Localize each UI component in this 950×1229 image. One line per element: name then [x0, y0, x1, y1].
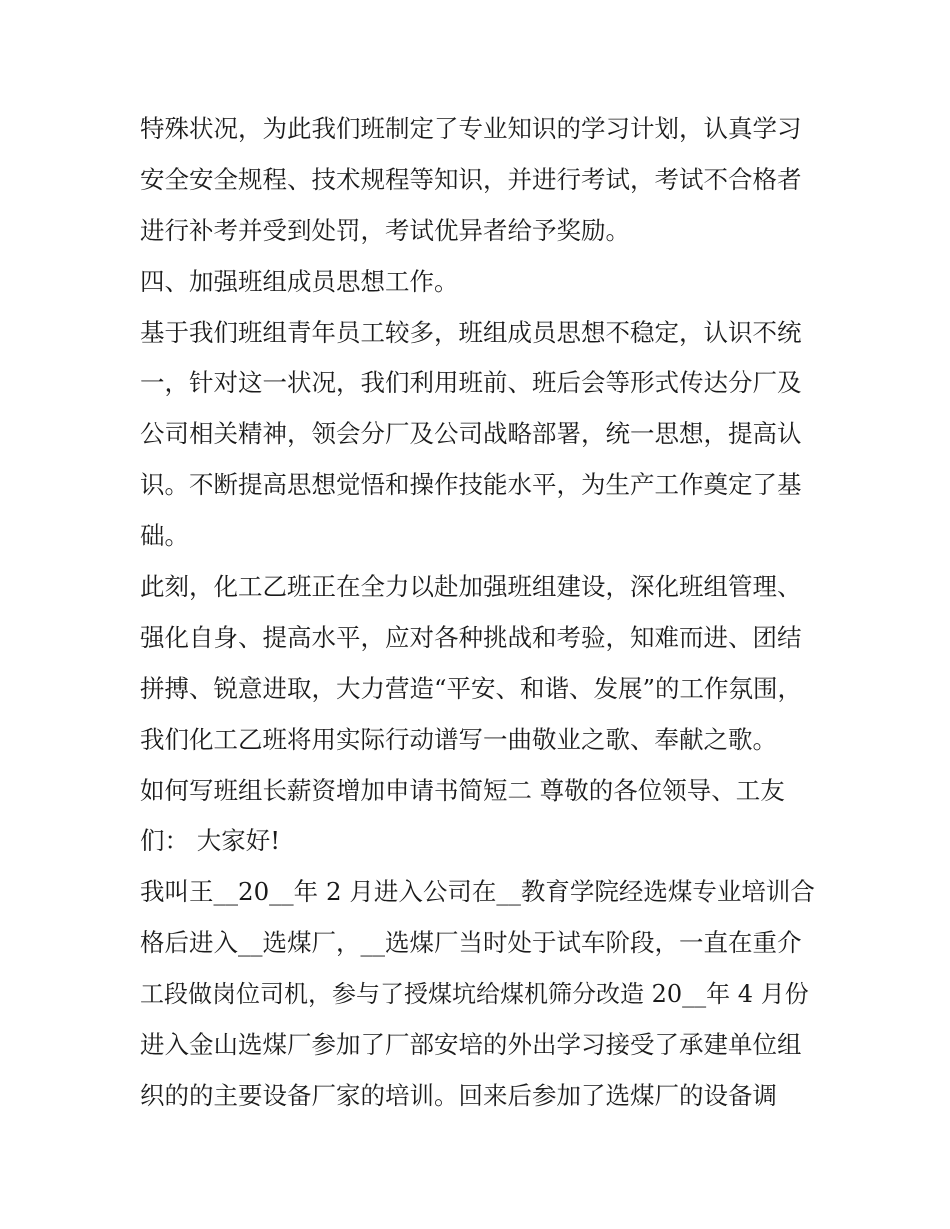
- text-line: 强化自身、提高水平，应对各种挑战和考验，知难而进、团结: [140, 622, 802, 652]
- text-line: 一，针对这一状况，我们利用班前、班后会等形式传达分厂及: [140, 368, 802, 398]
- text-line: 们： 大家好!: [140, 826, 281, 856]
- text-line: 基于我们班组青年员工较多，班组成员思想不稳定，认识不统: [140, 317, 802, 347]
- text-line: 织的的主要设备厂家的培训。回来后参加了选煤厂的设备调: [140, 1080, 777, 1110]
- text-line: 我叫王__20__年 2 月进入公司在__教育学院经选煤专业培训合: [140, 877, 815, 907]
- text-line: 进入金山选煤厂参加了厂部安培的外出学习接受了承建单位组: [140, 1030, 802, 1060]
- text-line: 识。不断提高思想觉悟和操作技能水平，为生产工作奠定了基: [140, 470, 802, 500]
- text-line: 工段做岗位司机，参与了授煤坑给煤机筛分改造 20__年 4 月份: [140, 980, 809, 1009]
- text-line: 拼搏、锐意进取，大力营造“平安、和谐、发展”的工作氛围，: [140, 673, 803, 703]
- text-line: 础。: [140, 521, 189, 551]
- text-line: 进行补考并受到处罚，考试优异者给予奖励。: [140, 215, 630, 245]
- text-line: 我们化工乙班将用实际行动谱写一曲敬业之歌、奉献之歌。: [140, 724, 777, 754]
- document-body: [140, 104, 820, 1122]
- text-line: 格后进入__选煤厂，__选煤厂当时处于试车阶段，一直在重介: [140, 928, 802, 958]
- text-line: 安全安全规程、技术规程等知识，并进行考试，考试不合格者: [140, 164, 802, 194]
- text-line: 公司相关精神，领会分厂及公司战略部署，统一思想，提高认: [140, 419, 802, 449]
- text-line: 如何写班组长薪资增加申请书简短二 尊敬的各位领导、工友: [140, 775, 785, 805]
- section-heading: 四、加强班组成员思想工作。: [140, 266, 459, 296]
- text-line: 特殊状况，为此我们班制定了专业知识的学习计划，认真学习: [140, 114, 802, 143]
- text-line: 此刻，化工乙班正在全力以赴加强班组建设，深化班组管理、: [140, 572, 802, 602]
